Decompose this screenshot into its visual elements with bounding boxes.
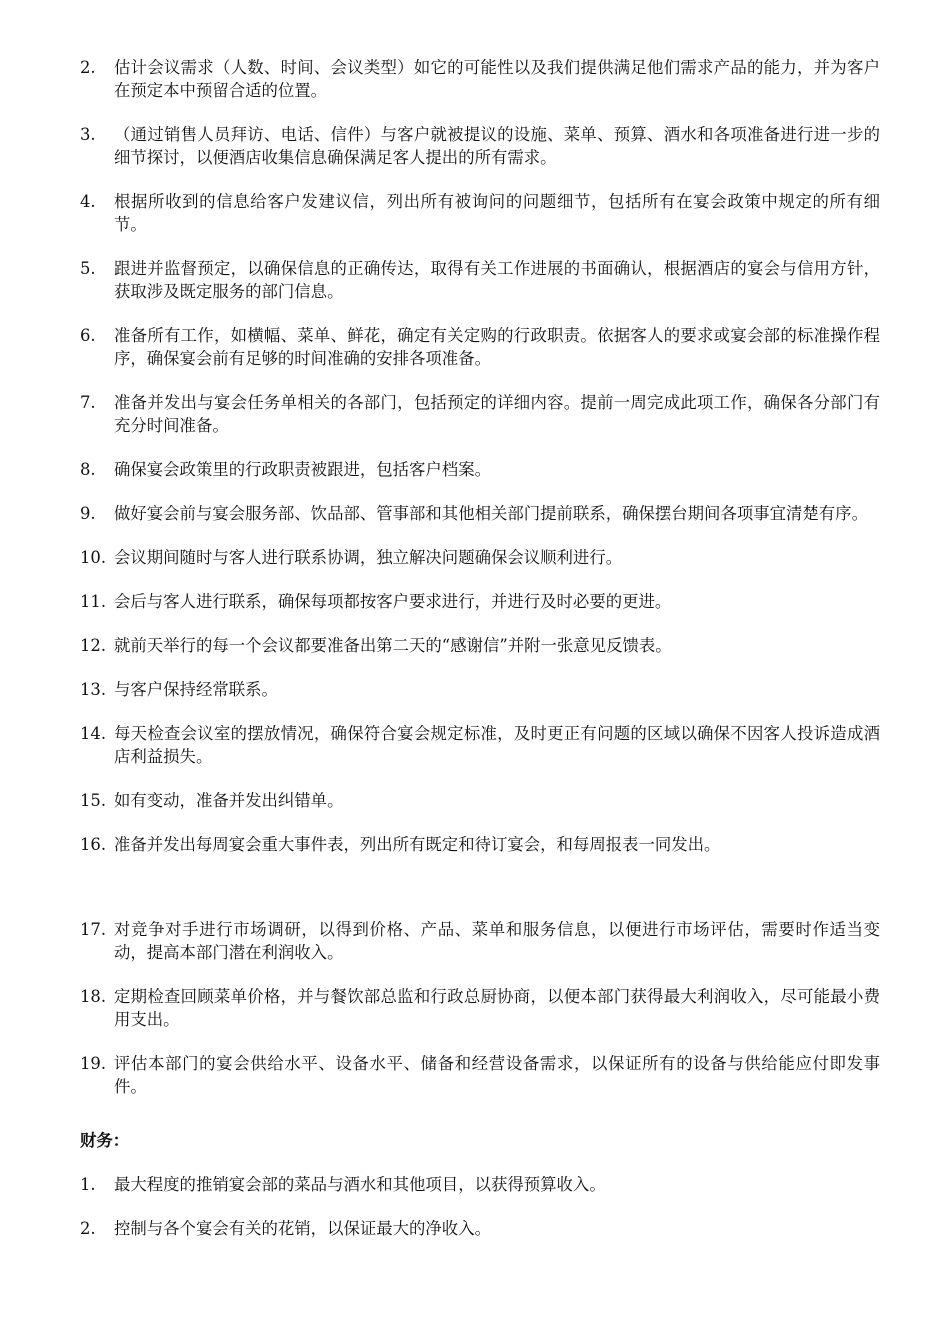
list-item [80,634,880,657]
item-text: 确保宴会政策里的行政职责被跟进，包括客户档案。 [114,460,491,479]
list-item [80,56,880,102]
item-text: 会议期间随时与客人进行联系协调，独立解决问题确保会议顺利进行。 [114,548,623,567]
list-item [80,1173,880,1196]
list-item [80,678,880,701]
item-text: 与客户保持经常联系。 [114,680,278,699]
list-item [80,918,880,964]
item-text: 如有变动，准备并发出纠错单。 [114,791,344,810]
list-item [80,502,880,525]
list-item [80,546,880,569]
item-text: 每天检查会议室的摆放情况，确保符合宴会规定标准，及时更正有问题的区域以确保不因客人投诉造成酒店利益损失。 [114,724,880,766]
list-item [80,1052,880,1098]
list-item [80,257,880,303]
item-number: 9. [80,504,96,523]
item-number: 16. [80,835,107,854]
item-number: 7. [80,393,96,412]
item-number: 2. [80,1219,96,1238]
item-text: 估计会议需求（人数、时间、会议类型）如它的可能性以及我们提供满足他们需求产品的能力，并为客户在预定本中预留合适的位置。 [114,58,880,100]
item-number: 4. [80,192,96,211]
list-item [80,123,880,169]
item-text: 准备并发出每周宴会重大事件表，列出所有既定和待订宴会，和每周报表一同发出。 [114,835,721,854]
item-number: 11. [80,592,107,611]
item-number: 2. [80,58,96,77]
item-text: 就前天举行的每一个会议都要准备出第二天的“感谢信”并附一张意见反馈表。 [114,636,672,655]
item-text: 最大程度的推销宴会部的菜品与酒水和其他项目，以获得预算收入。 [114,1175,606,1194]
item-number: 3. [80,125,96,144]
item-text: 控制与各个宴会有关的花销，以保证最大的净收入。 [114,1219,491,1238]
list-item [80,722,880,768]
item-number: 13. [80,680,107,699]
item-number: 12. [80,636,107,655]
item-text: 会后与客人进行联系，确保每项都按客户要求进行，并进行及时必要的更进。 [114,592,672,611]
item-number: 1. [80,1175,96,1194]
list-item [80,789,880,812]
section-gap [80,877,880,918]
item-number: 5. [80,259,96,278]
item-number: 14. [80,724,107,743]
item-text: 对竞争对手进行市场调研，以得到价格、产品、菜单和服务信息，以便进行市场评估，需要时作适当变动，提高本部门潜在利润收入。 [114,920,880,962]
item-number: 10. [80,548,107,567]
item-number: 8. [80,460,96,479]
item-number: 17. [80,920,107,939]
list-item [80,833,880,856]
item-number: 6. [80,326,96,345]
list-item [80,458,880,481]
item-text: 评估本部门的宴会供给水平、设备水平、储备和经营设备需求，以保证所有的设备与供给能应付即发事件。 [114,1054,880,1096]
item-text: 准备并发出与宴会任务单相关的各部门，包括预定的详细内容。提前一周完成此项工作，确保各分部门有充分时间准备。 [114,393,880,435]
list-item [80,190,880,236]
item-number: 18. [80,987,107,1006]
item-number: 19. [80,1054,107,1073]
item-text: 做好宴会前与宴会服务部、饮品部、管事部和其他相关部门提前联系，确保摆台期间各项事宜清楚有序。 [114,504,868,523]
item-text: 根据所收到的信息给客户发建议信，列出所有被询问的问题细节，包括所有在宴会政策中规定的所有细节。 [114,192,880,234]
item-text: （通过销售人员拜访、电话、信件）与客户就被提议的设施、菜单、预算、酒水和各项准备进行进一步的细节探讨，以便酒店收集信息确保满足客人提出的所有需求。 [114,125,880,167]
item-text: 定期检查回顾菜单价格，并与餐饮部总监和行政总厨协商，以便本部门获得最大利润收入，尽可能最小费用支出。 [114,987,880,1029]
item-number: 15. [80,791,107,810]
list-item [80,391,880,437]
list-item [80,590,880,613]
item-text: 跟进并监督预定，以确保信息的正确传达，取得有关工作进展的书面确认，根据酒店的宴会与信用方针，获取涉及既定服务的部门信息。 [114,259,880,301]
section-heading-finance: 财务： [80,1131,130,1150]
item-text: 准备所有工作，如横幅、菜单、鲜花，确定有关定购的行政职责。依据客人的要求或宴会部的标准操作程序，确保宴会前有足够的时间准确的安排各项准备。 [114,326,880,368]
list-item [80,324,880,370]
list-item [80,1217,880,1240]
list-item [80,985,880,1031]
